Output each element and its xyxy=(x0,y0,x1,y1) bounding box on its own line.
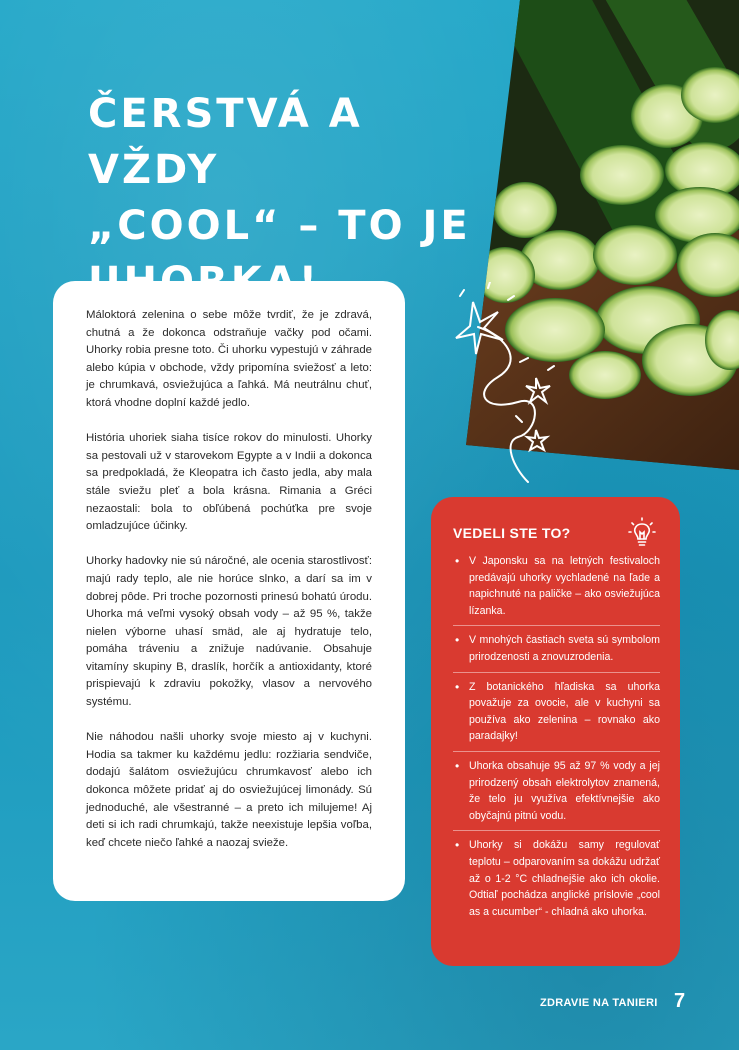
fact-list xyxy=(453,553,660,926)
fact-item: • Uhorky si dokážu samy regulovať teplotu – odparovaním sa dokážu udržať až o 1-2 °C chladnejšie ako ich okolie. Odtiaľ pochádza anglické príslovie „cool as a cucumber“ - chladná ako uhorka. xyxy=(453,837,660,926)
fact-item: • Z botanického hľadiska sa uhorka považuje za ovocie, ale v kuchyni sa používa ako zelenina – rovnako ako paradajky! xyxy=(453,679,660,752)
lightbulb-icon xyxy=(628,517,656,551)
article-paragraph: Máloktorá zelenina o sebe môže tvrdiť, že je zdravá, chutná a že dokonca odstraňuje vačky pod očami. Uhorky robia presne toto. Či uhorku vypestujú v záhrade alebo kúpia v obchode, vždy pripomína sviežosť a leto: je chrumkavá, osviežujúca a ľahká. Má neutrálnu chuť, ktorá vhodne doplní každé jedlo. xyxy=(86,309,372,409)
page-title xyxy=(88,86,488,310)
fact-item: • V mnohých častiach sveta sú symbolom prirodzenosti a znovuzrodenia. xyxy=(453,632,660,672)
title-line: ČERSTVÁ A VŽDY xyxy=(88,91,363,193)
title-line: „COOL“ – TO JE xyxy=(88,203,471,249)
section-label: ZDRAVIE NA TANIERI xyxy=(540,997,658,1009)
page-number: 7 xyxy=(674,990,686,1012)
sparkle-doodle-icon xyxy=(448,282,558,492)
article-paragraph: Uhorky hadovky nie sú náročné, ale ocenia starostlivosť: majú rady teplo, ale nie horúce slnko, a darí sa im v dobrej pôde. Pri troche pozornosti prinesú bohatú úrodu. Uhorka má veľmi vysoký obsah vody – až 95 %, takže nielen výborne uhasí smäd, ale aj hydratuje telo, pomáha tráveniu a znižuje nadúvanie. Obsahuje vitamíny skupiny B, draslík, horčík a antioxidanty, ktoré prispievajú k zdraviu pokožky, vlasov a nervového systému. xyxy=(86,555,372,709)
fact-box xyxy=(431,497,680,966)
fact-item: • V Japonsku sa na letných festivaloch predávajú uhorky vychladené na ľade a napichnuté na paličke – ako osviežujúca lízanka. xyxy=(453,553,660,626)
fact-box-header xyxy=(453,517,660,553)
article-card xyxy=(53,281,405,901)
fact-item: • Uhorka obsahuje 95 až 97 % vody a jej prirodzený obsah elektrolytov znamená, že telo ju využíva efektívnejšie ako obyčajnú pitnú vodu. xyxy=(453,758,660,831)
article-paragraph: História uhoriek siaha tisíce rokov do minulosti. Uhorky sa pestovali už v starovekom Egypte a v Indii a dokonca sa predpokladá, že Kleopatra ich často jedla, aby mala stále sviežu pleť a bola krásna. Rimania a Gréci nezaostali: bola to obľúbená pochúťka pre svoje omladzujúce účinky. xyxy=(86,432,372,533)
fact-box-title: VEDELI STE TO? xyxy=(453,525,571,541)
article-paragraph: Nie náhodou našli uhorky svoje miesto aj v kuchyni. Hodia sa takmer ku každému jedlu: rozžiaria sendviče, dodajú šalátom osviežujúcu chrumkavosť alebo ich dokonca môžete pridať aj do osviežujúcej limonády. Sú jednoduché, ale všestranné – a preto ich milujeme! Aj deti si ich radi chrumkajú, takže neexistuje lepšia voľba, keď chcete niečo ľahké a naozaj svieže. xyxy=(86,731,372,849)
